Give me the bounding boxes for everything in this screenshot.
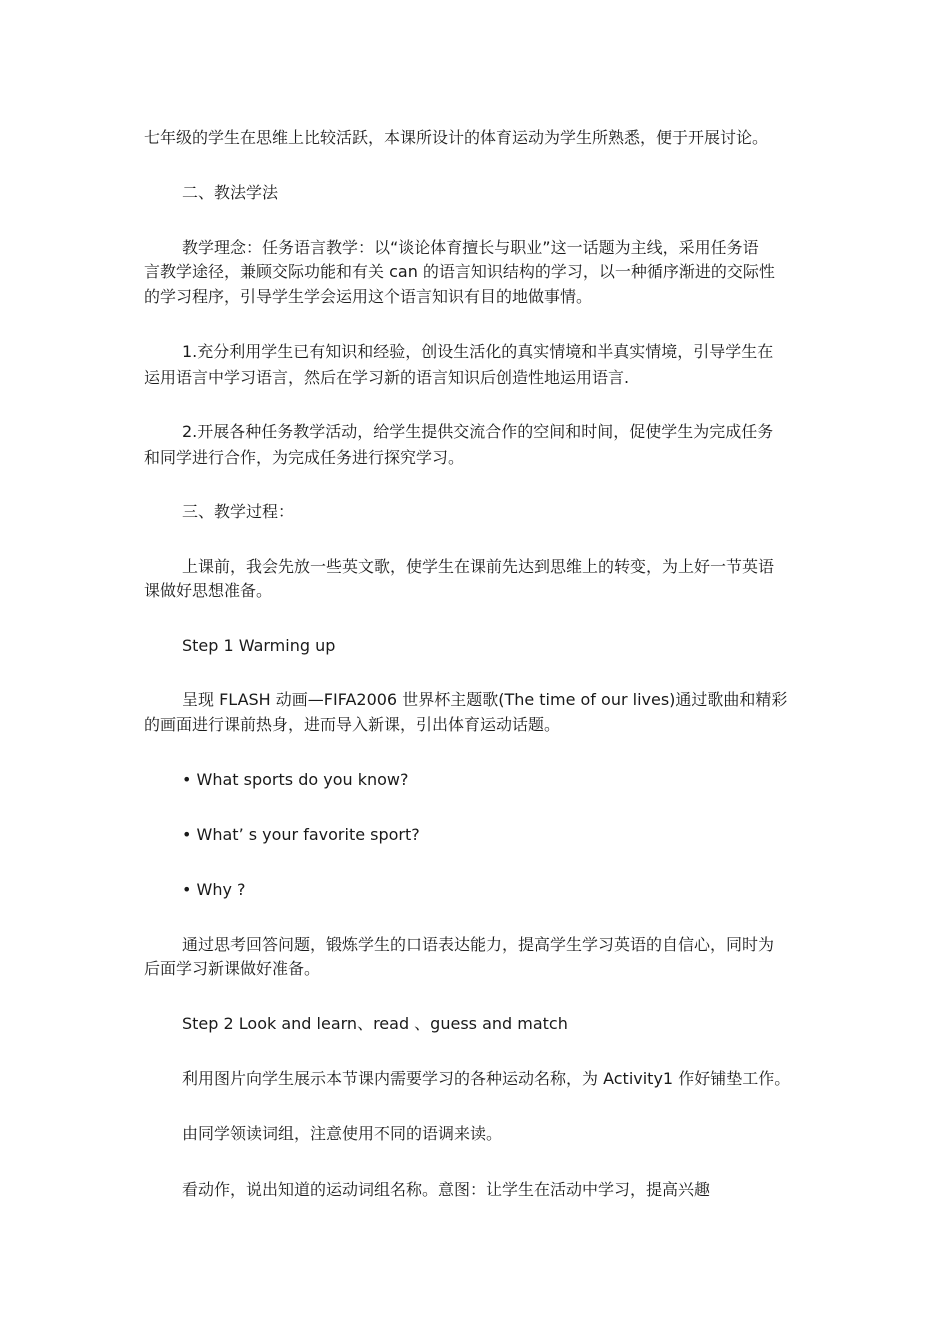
- section-heading: 二、教法学法: [182, 183, 279, 202]
- paragraph-line: 后面学习新课做好准备。: [144, 959, 321, 978]
- paragraph-line: 呈现 FLASH 动画—FIFA2006 世界杯主题歌(The time of our lives)通过歌曲和精彩: [182, 690, 788, 709]
- paragraph-line: 由同学领读词组，注意使用不同的语调来读。: [182, 1124, 503, 1143]
- paragraph-line: 利用图片向学生展示本节课内需要学习的各种运动名称，为 Activity1 作好铺垫工作。: [182, 1069, 791, 1088]
- paragraph-line: 和同学进行合作，为完成任务进行探究学习。: [144, 448, 465, 467]
- bullet-item: • What sports do you know?: [182, 770, 409, 789]
- paragraph-line: 课做好思想准备。: [144, 581, 273, 600]
- paragraph-line: 2.开展各种任务教学活动，给学生提供交流合作的空间和时间，促使学生为完成任务: [182, 422, 774, 441]
- paragraph-line: 的画面进行课前热身，进而导入新课，引出体育运动话题。: [144, 715, 561, 734]
- paragraph-line: 看动作，说出知道的运动词组名称。意图：让学生在活动中学习，提高兴趣: [182, 1180, 711, 1199]
- paragraph-line: 的学习程序，引导学生学会运用这个语言知识有目的地做事情。: [144, 287, 593, 306]
- paragraph-line: 运用语言中学习语言，然后在学习新的语言知识后创造性地运用语言.: [144, 368, 630, 387]
- step-heading: Step 1 Warming up: [182, 636, 336, 655]
- paragraph-line: 1.充分利用学生已有知识和经验，创设生活化的真实情境和半真实情境，引导学生在: [182, 342, 774, 361]
- step-heading: Step 2 Look and learn、read 、guess and match: [182, 1014, 568, 1033]
- paragraph-line: 上课前，我会先放一些英文歌，使学生在课前先达到思维上的转变，为上好一节英语: [182, 557, 775, 576]
- paragraph-line: 教学理念：任务语言教学：以“谈论体育擅长与职业”这一话题为主线，采用任务语: [182, 238, 759, 257]
- paragraph-line: 言教学途径，兼顾交际功能和有关 can 的语言知识结构的学习，以一种循序渐进的交际性: [144, 262, 775, 281]
- bullet-item: • What’ s your favorite sport?: [182, 825, 420, 844]
- section-heading: 三、教学过程：: [182, 502, 295, 521]
- paragraph-line: 七年级的学生在思维上比较活跃，本课所设计的体育运动为学生所熟悉，便于开展讨论。: [144, 128, 769, 147]
- bullet-item: • Why ?: [182, 880, 246, 899]
- paragraph-line: 通过思考回答问题，锻炼学生的口语表达能力，提高学生学习英语的自信心，同时为: [182, 935, 775, 954]
